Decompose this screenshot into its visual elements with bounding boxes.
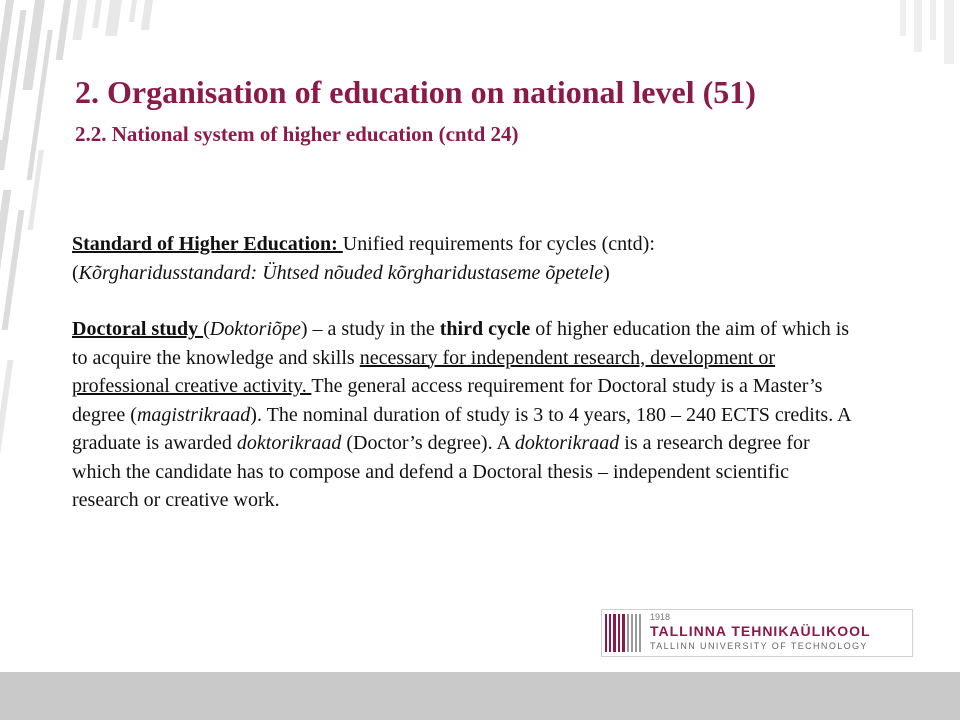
footer-bar [0,672,960,720]
standard-heading: Standard of Higher Education: [72,233,343,255]
university-logo [601,609,913,657]
slide-body [72,230,852,515]
standard-paragraph: Standard of Higher Education: Unified requirements for cycles (cntd): [72,233,655,255]
logo-bars-icon [605,614,641,652]
standard-paragraph-estonian: (Kõrgharidusstandard: Ühtsed nõuded kõrgharidustaseme õpetele) [72,261,610,284]
logo-year: 1918 [650,612,671,622]
slide-subtitle: 2.2. National system of higher education (cntd 24) [75,122,519,146]
doctoral-study-paragraph: Doctoral study (Doktoriõpe) – a study in the third cycle of higher education the aim of which is to acquire the knowledge and skills necessary for independent research, development or professional creative activity. The general access requirement for Doctoral study is a Master’s degree (magistrikraad). The nominal duration of study is 3 to 4 years, 180 – 240 ECTS credits. A graduate is awarded doktorikraad (Doctor’s degree). A doktorikraad is a research degree for which the candidate has to compose and defend a Doctoral thesis – independent scientific research or creative work. [72,318,851,511]
logo-subname: TALLINN UNIVERSITY OF TECHNOLOGY [650,641,868,651]
logo-name: TALLINNA TEHNIKAÜLIKOOL [650,623,871,639]
doctoral-study-term: Doctoral study [72,318,204,340]
slide-title: 2. Organisation of education on national level (51) [75,74,756,110]
